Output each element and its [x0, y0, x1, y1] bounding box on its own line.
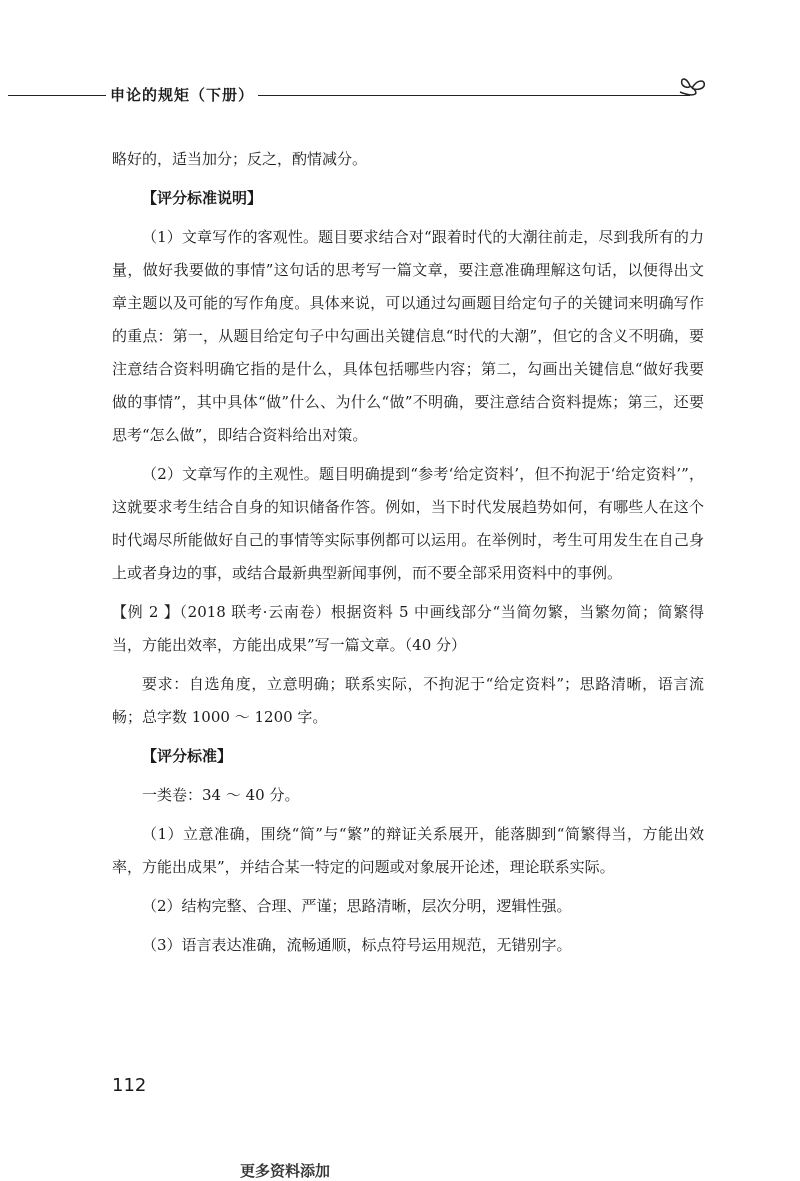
paragraph: 一类卷：34 ～ 40 分。	[142, 786, 300, 804]
paragraph: （2）结构完整、合理、严谨；思路清晰，层次分明，逻辑性强。	[142, 897, 572, 915]
header-rule-right	[258, 95, 690, 96]
section-heading: 【评分标准】	[142, 747, 233, 765]
page-body	[112, 143, 704, 962]
paragraph: 要求：自选角度，立意明确；联系实际，不拘泥于“给定资料”；思路清晰，语言流畅；总字数 1000 ～ 1200 字。	[112, 675, 704, 726]
running-header	[0, 76, 800, 106]
paragraph-continuation: 略好的，适当加分；反之，酌情减分。	[112, 150, 368, 168]
book-title: 申论的规矩（下册）	[110, 86, 255, 104]
header-rule-left	[8, 95, 106, 96]
paragraph: （1）立意准确，围绕“简”与“繁”的辩证关系展开，能落脚到“简繁得当，方能出效率，方能出成果”，并结合某一特定的问题或对象展开论述，理论联系实际。	[112, 825, 704, 876]
example-heading: 【例 2 】（2018 联考·云南卷）根据资料 5 中画线部分“当简勿繁，当繁勿简；简繁得当，方能出效率，方能出成果”写一篇文章。（40 分）	[112, 603, 704, 654]
paragraph: （3）语言表达准确，流畅通顺，标点符号运用规范，无错别字。	[142, 936, 572, 954]
page-number: 112	[112, 1075, 147, 1096]
sprout-icon	[676, 68, 716, 102]
footer-watermark: 更多资料添加	[240, 1162, 331, 1180]
paragraph: （1）文章写作的客观性。题目要求结合对“跟着时代的大潮往前走，尽到我所有的力量，做好我要做的事情”这句话的思考写一篇文章，要注意准确理解这句话，以便得出文章主题以及可能的写作角度。具体来说，可以通过勾画题目给定句子的关键词来明确写作的重点：第一，从题目给定句子中勾画出关键信息“时代的大潮”，但它的含义不明确，要注意结合资料明确它指的是什么，具体包括哪些内容；第二，勾画出关键信息“做好我要做的事情”，其中具体“做”什么、为什么“做”不明确，要注意结合资料提炼；第三，还要思考“怎么做”，即结合资料给出对策。	[112, 228, 704, 444]
paragraph: （2）文章写作的主观性。题目明确提到“参考‘给定资料’，但不拘泥于‘给定资料’”，这就要求考生结合自身的知识储备作答。例如，当下时代发展趋势如何，有哪些人在这个时代竭尽所能做好自己的事情等实际事例都可以运用。在举例时，考生可用发生在自己身上或者身边的事，或结合最新典型新闻事例，而不要全部采用资料中的事例。	[112, 465, 704, 582]
section-heading: 【评分标准说明】	[142, 189, 263, 207]
